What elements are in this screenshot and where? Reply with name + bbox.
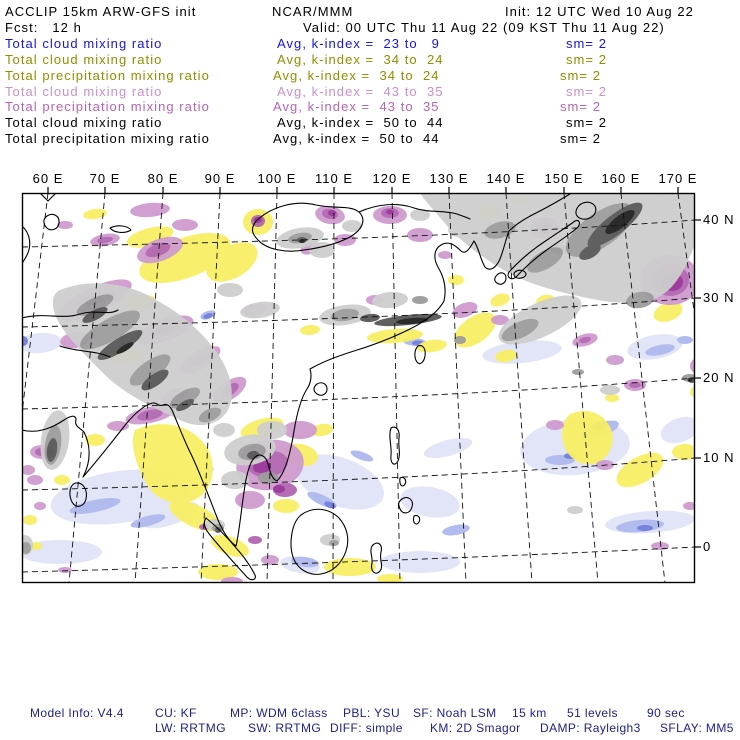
sm-label: sm= 2 [566,115,608,130]
lon-tick-label: 60 E [32,171,64,186]
var-label: Total precipitation mixing ratio [5,68,210,83]
kindex-label: Avg, k-index = 43 to 35 [273,99,440,114]
model-title: ACCLIP 15km ARW-GFS init [5,4,197,19]
mp-scheme: MP: WDM 6class [230,706,328,720]
kindex-label: Avg, k-index = 50 to 44 [277,115,444,130]
sw-scheme: SW: RRTMG [248,721,322,735]
kindex-label: Avg, k-index = 23 to 9 [277,36,440,51]
var-label: Total cloud mixing ratio [5,84,163,99]
lat-tick-label: 0 [703,539,712,554]
lon-tick-label: 130 E [429,171,469,186]
timestep: 90 sec [647,706,685,720]
lw-scheme: LW: RRTMG [155,721,226,735]
map-clipped-content [2,193,731,585]
pbl-scheme: PBL: YSU [343,706,401,720]
kindex-label: Avg, k-index = 43 to 35 [277,84,444,99]
lon-tick-label: 80 E [147,171,179,186]
sm-label: sm= 2 [560,99,602,114]
lon-tick-label: 120 E [372,171,412,186]
lat-tick-label: 10 N [703,450,735,465]
var-label: Total precipitation mixing ratio [5,99,210,114]
grid-spacing: 15 km [512,706,547,720]
lon-tick-label: 100 E [257,171,297,186]
fcst-hour: Fcst: 12 h [5,20,82,35]
valid-time: Valid: 00 UTC Thu 11 Aug 22 (09 KST Thu 11 Aug 22) [303,20,665,35]
kindex-label: Avg, k-index = 34 to 24 [277,52,444,67]
kindex-label: Avg, k-index = 34 to 24 [273,68,440,83]
diff-scheme: DIFF: simple [330,721,403,735]
sf-scheme: SF: Noah LSM [413,706,497,720]
lat-tick-label: 20 N [703,370,735,385]
lon-tick-label: 160 E [601,171,641,186]
lon-tick-label: 140 E [486,171,526,186]
lon-tick-label: 70 E [89,171,121,186]
model-version: Model Info: V4.4 [30,706,124,720]
lat-tick-label: 40 N [703,212,735,227]
sm-label: sm= 2 [560,68,602,83]
sm-label: sm= 2 [566,52,608,67]
sflay-scheme: SFLAY: MM5 [660,721,734,735]
var-label: Total cloud mixing ratio [5,36,163,51]
lon-tick-label: 110 E [314,171,353,186]
var-label: Total cloud mixing ratio [5,52,163,67]
lat-tick-label: 30 N [703,290,735,305]
var-label: Total cloud mixing ratio [5,115,163,130]
init-time: Init: 12 UTC Wed 10 Aug 22 [505,4,694,19]
damp-scheme: DAMP: Rayleigh3 [540,721,641,735]
lon-tick-label: 150 E [544,171,584,186]
levels-count: 51 levels [567,706,618,720]
km-scheme: KM: 2D Smagor [430,721,521,735]
sm-label: sm= 2 [560,131,602,146]
kindex-label: Avg, k-index = 50 to 44 [273,131,440,146]
cu-scheme: CU: KF [155,706,197,720]
lon-tick-label: 90 E [204,171,236,186]
var-label: Total precipitation mixing ratio [5,131,210,146]
sm-label: sm= 2 [566,36,608,51]
org-label: NCAR/MMM [272,4,354,19]
lon-tick-label: 170 E [658,171,698,186]
sm-label: sm= 2 [566,84,608,99]
